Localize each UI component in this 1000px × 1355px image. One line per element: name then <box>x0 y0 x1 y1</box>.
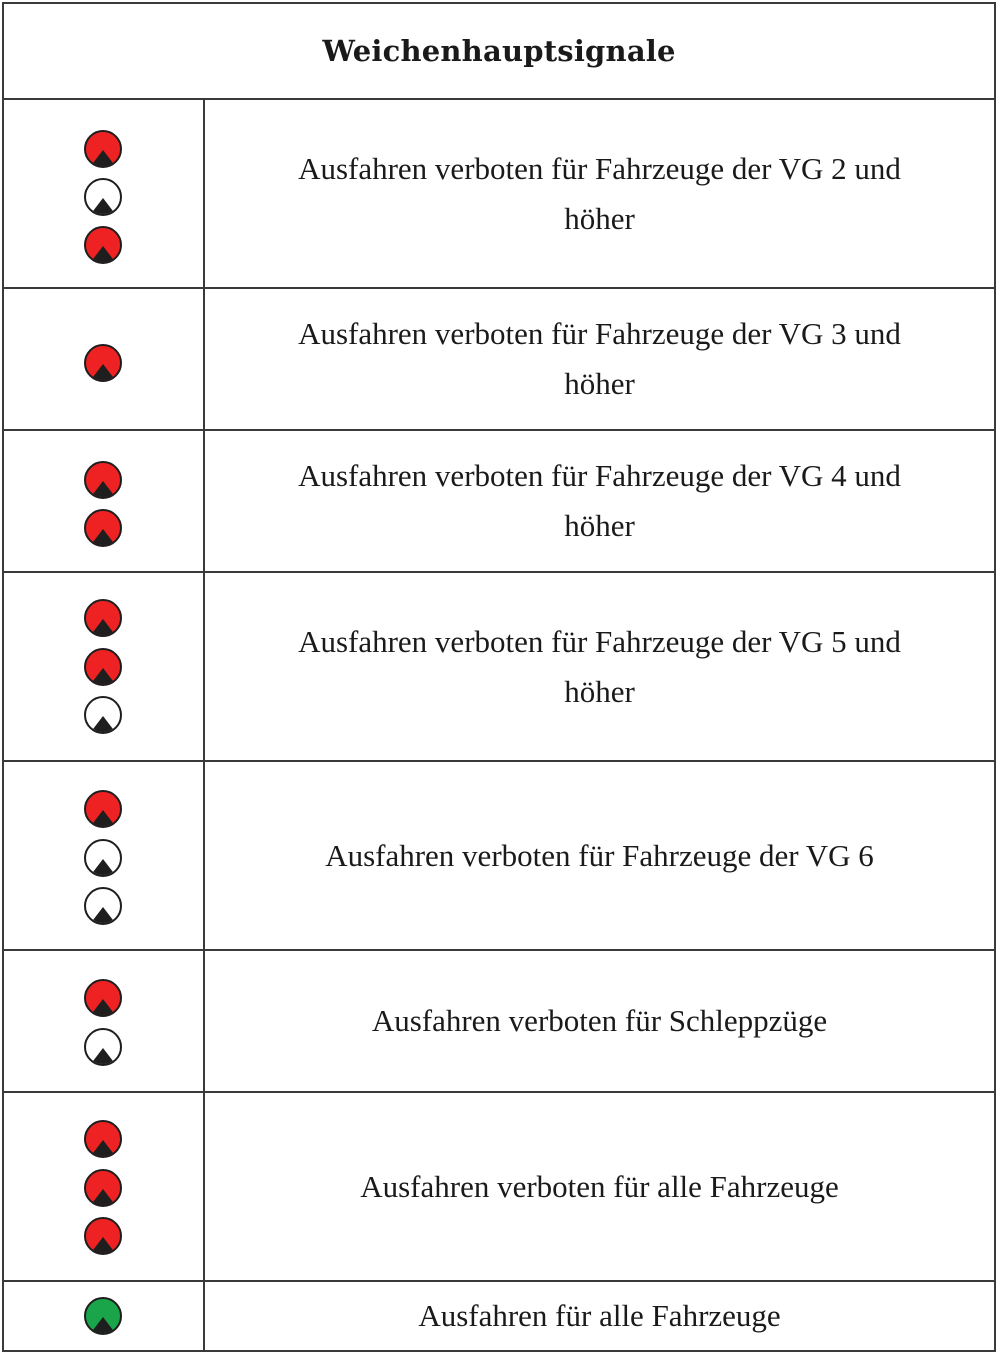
signal-light-icon <box>84 461 122 499</box>
signal-light-icon <box>84 599 122 637</box>
description-text: Ausfahren verboten für Fahrzeuge der VG 4 und höher <box>298 458 901 543</box>
table-row <box>4 100 994 289</box>
table-row <box>4 431 994 573</box>
signal-description <box>205 573 994 760</box>
signal-light-icon <box>84 979 122 1017</box>
description-text: Ausfahren verboten für Fahrzeuge der VG 5 und höher <box>298 623 901 709</box>
signal-light-icon <box>84 1028 122 1066</box>
signal-light-icon <box>84 1297 122 1335</box>
table-header: Weichenhauptsignale <box>4 4 994 100</box>
description-text: Ausfahren für alle Fahrzeuge <box>418 1298 781 1333</box>
signal-description <box>205 1093 994 1280</box>
signal-description <box>205 289 994 429</box>
signal-description <box>205 762 994 949</box>
signal-description <box>205 1282 994 1350</box>
signal-cell <box>4 573 205 760</box>
signal-description <box>205 100 994 287</box>
signal-table <box>2 2 996 1352</box>
signal-description <box>205 951 994 1091</box>
description-text: Ausfahren verboten für Fahrzeuge der VG 6 <box>325 837 874 873</box>
signal-light-icon <box>84 509 122 547</box>
signal-light-icon <box>84 1217 122 1255</box>
signal-cell <box>4 951 205 1091</box>
description-text: Ausfahren verboten für Fahrzeuge der VG 3 und höher <box>298 316 901 401</box>
signal-light-icon <box>84 790 122 828</box>
signal-light-icon <box>84 696 122 734</box>
signal-cell <box>4 762 205 949</box>
signal-cell <box>4 1093 205 1280</box>
signal-light-icon <box>84 839 122 877</box>
signal-light-icon <box>84 178 122 216</box>
signal-light-icon <box>84 887 122 925</box>
table-row <box>4 289 994 431</box>
table-row <box>4 951 994 1093</box>
signal-light-icon <box>84 1169 122 1207</box>
table-row <box>4 762 994 951</box>
description-text: Ausfahren verboten für alle Fahrzeuge <box>360 1168 839 1204</box>
signal-light-icon <box>84 344 122 382</box>
description-text: Ausfahren verboten für Fahrzeuge der VG 2 und höher <box>298 150 901 236</box>
description-text: Ausfahren verboten für Schleppzüge <box>371 1003 828 1038</box>
table-row <box>4 573 994 762</box>
signal-cell <box>4 289 205 429</box>
signal-light-icon <box>84 226 122 264</box>
signal-cell <box>4 1282 205 1350</box>
signal-cell <box>4 431 205 571</box>
signal-light-icon <box>84 130 122 168</box>
table-row <box>4 1282 994 1350</box>
signal-cell <box>4 100 205 287</box>
signal-light-icon <box>84 1120 122 1158</box>
signal-light-icon <box>84 648 122 686</box>
table-row <box>4 1093 994 1282</box>
signal-description <box>205 431 994 571</box>
